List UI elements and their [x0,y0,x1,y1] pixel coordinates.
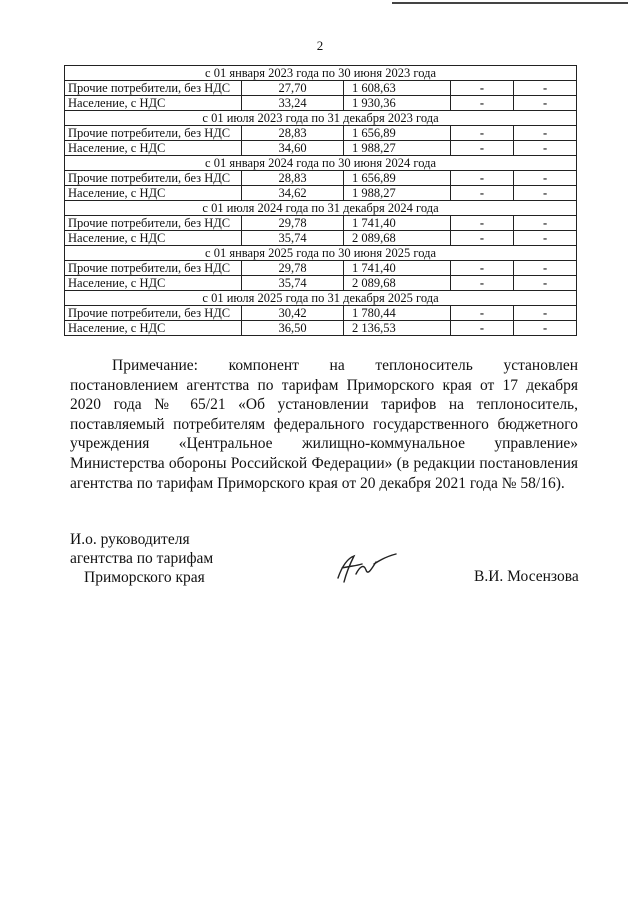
rate-cell: 35,74 [242,276,344,291]
consumer-cell: Прочие потребители, без НДС [65,171,242,186]
rate-cell: 1 930,36 [344,96,451,111]
table-row [65,321,577,336]
rate-cell: 2 136,53 [344,321,451,336]
consumer-cell: Население, с НДС [65,276,242,291]
rate-cell: 28,83 [242,126,344,141]
period-label: с 01 января 2024 года по 30 июня 2024 года [65,156,577,171]
empty-cell: - [451,276,514,291]
empty-cell: - [451,231,514,246]
consumer-cell: Население, с НДС [65,321,242,336]
empty-cell: - [514,306,577,321]
table-row [65,171,577,186]
table-row [65,81,577,96]
empty-cell: - [451,186,514,201]
rate-cell: 1 608,63 [344,81,451,96]
rate-cell: 36,50 [242,321,344,336]
empty-cell: - [514,321,577,336]
consumer-cell: Население, с НДС [65,96,242,111]
empty-cell: - [514,276,577,291]
tariff-table [64,65,577,336]
consumer-cell: Прочие потребители, без НДС [65,126,242,141]
empty-cell: - [514,126,577,141]
table-row [65,216,577,231]
rate-cell: 35,74 [242,231,344,246]
empty-cell: - [451,171,514,186]
empty-cell: - [451,96,514,111]
signer-title-line: Приморского края [84,569,205,586]
rate-cell: 29,78 [242,216,344,231]
table-row [65,96,577,111]
period-label: с 01 июля 2023 года по 31 декабря 2023 года [65,111,577,126]
header-rule [392,2,628,4]
period-label: с 01 января 2023 года по 30 июня 2023 года [65,66,577,81]
rate-cell: 2 089,68 [344,231,451,246]
rate-cell: 27,70 [242,81,344,96]
rate-cell: 34,60 [242,141,344,156]
empty-cell: - [514,81,577,96]
rate-cell: 28,83 [242,171,344,186]
empty-cell: - [514,171,577,186]
rate-cell: 34,62 [242,186,344,201]
period-label: с 01 июля 2024 года по 31 декабря 2024 года [65,201,577,216]
rate-cell: 1 656,89 [344,126,451,141]
rate-cell: 30,42 [242,306,344,321]
rate-cell: 1 741,40 [344,261,451,276]
consumer-cell: Прочие потребители, без НДС [65,81,242,96]
consumer-cell: Население, с НДС [65,231,242,246]
rate-cell: 1 741,40 [344,216,451,231]
empty-cell: - [451,141,514,156]
empty-cell: - [514,231,577,246]
signer-name: В.И. Мосензова [474,568,579,585]
rate-cell: 1 656,89 [344,171,451,186]
consumer-cell: Население, с НДС [65,186,242,201]
table-row [65,126,577,141]
rate-cell: 29,78 [242,261,344,276]
rate-cell: 2 089,68 [344,276,451,291]
period-label: с 01 января 2025 года по 30 июня 2025 года [65,246,577,261]
rate-cell: 1 988,27 [344,141,451,156]
page-number: 2 [316,38,324,53]
empty-cell: - [451,261,514,276]
note-paragraph: Примечание: компонент на теплоноситель установлен постановлением агентства по тарифам Приморского края от 17 декабря 2020 года № 65/21 «Об установлении тарифов на теплоноситель, поставляемый потребителям федерального государственного бюджетного учреждения «Центральное жилищно-коммунальное управление» Министерства обороны Российской Федерации» (в редакции постановления агентства по тарифам Приморского края от 20 декабря 2021 года № 58/16). [70,357,578,492]
period-row [65,246,577,261]
empty-cell: - [451,216,514,231]
empty-cell: - [514,261,577,276]
empty-cell: - [451,81,514,96]
empty-cell: - [451,321,514,336]
empty-cell: - [451,126,514,141]
empty-cell: - [451,306,514,321]
signer-title [70,530,213,587]
period-row [65,201,577,216]
table-row [65,276,577,291]
period-row [65,111,577,126]
rate-cell: 33,24 [242,96,344,111]
signer-title-line: агентства по тарифам [70,550,214,567]
signer-title-line: И.о. руководителя [70,531,190,548]
consumer-cell: Население, с НДС [65,141,242,156]
rate-cell: 1 780,44 [344,306,451,321]
table-row [65,306,577,321]
table-row [65,231,577,246]
handwritten-signature [330,548,400,588]
consumer-cell: Прочие потребители, без НДС [65,261,242,276]
table-row [65,186,577,201]
empty-cell: - [514,186,577,201]
period-row [65,291,577,306]
empty-cell: - [514,96,577,111]
table-row [65,261,577,276]
period-row [65,156,577,171]
consumer-cell: Прочие потребители, без НДС [65,216,242,231]
empty-cell: - [514,216,577,231]
consumer-cell: Прочие потребители, без НДС [65,306,242,321]
empty-cell: - [514,141,577,156]
table-row [65,141,577,156]
rate-cell: 1 988,27 [344,186,451,201]
period-row [65,66,577,81]
period-label: с 01 июля 2025 года по 31 декабря 2025 года [65,291,577,306]
